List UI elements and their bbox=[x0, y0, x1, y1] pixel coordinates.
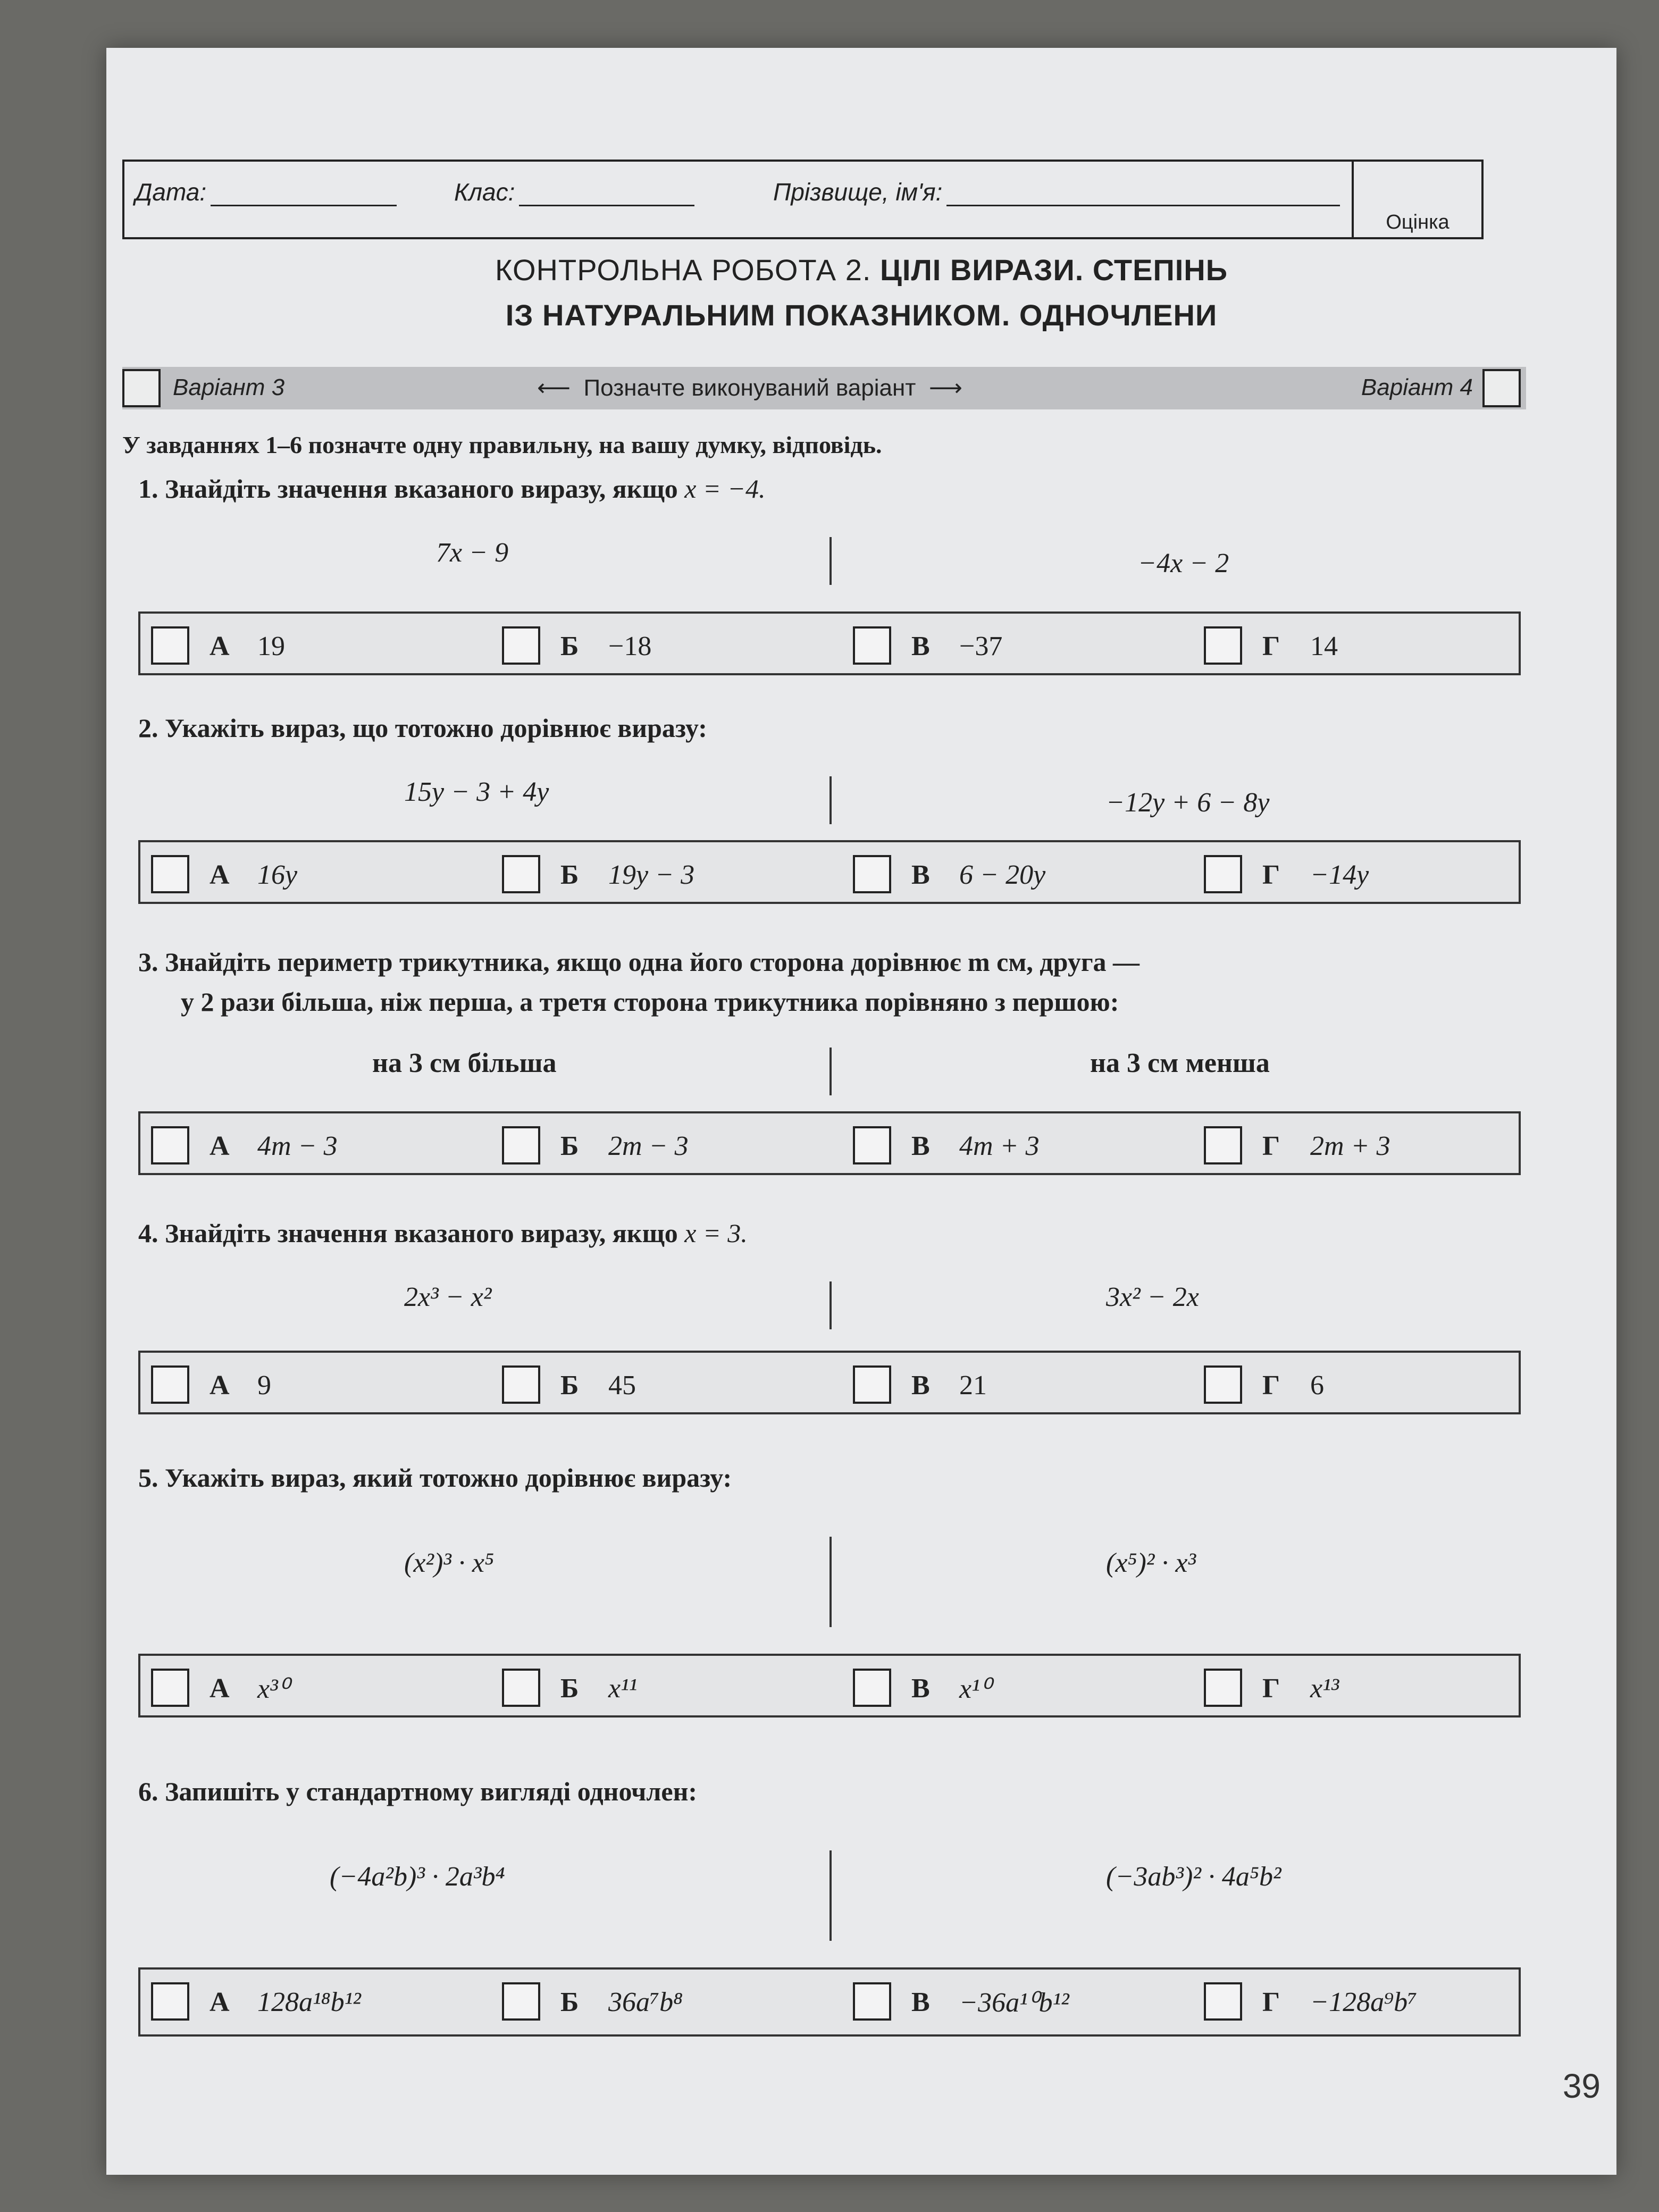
option-checkbox[interactable] bbox=[1204, 855, 1242, 893]
task-2-question bbox=[138, 713, 707, 743]
title-line-2: ІЗ НАТУРАЛЬНИМ ПОКАЗНИКОМ. ОДНОЧЛЕНИ bbox=[505, 298, 1218, 332]
option-checkbox[interactable] bbox=[1204, 626, 1242, 665]
option-value: 4m − 3 bbox=[257, 1131, 338, 1161]
option-checkbox[interactable] bbox=[502, 1126, 540, 1164]
variant-4-checkbox[interactable] bbox=[1482, 369, 1521, 407]
class-line[interactable] bbox=[519, 181, 694, 206]
task-number: 1. bbox=[138, 474, 158, 504]
option-value: x¹³ bbox=[1310, 1673, 1339, 1704]
option-value: 4m + 3 bbox=[959, 1131, 1040, 1161]
instructions: У завданнях 1–6 позначте одну правильну, на вашу думку, відповідь. bbox=[122, 431, 882, 458]
option-value: 2m + 3 bbox=[1310, 1131, 1390, 1161]
task-4-question bbox=[138, 1218, 748, 1249]
option-letter: Г bbox=[1262, 1131, 1280, 1161]
option-letter: В bbox=[911, 631, 930, 661]
option-letter: А bbox=[210, 1131, 230, 1161]
option-letter: А bbox=[210, 1673, 230, 1704]
title-line-1 bbox=[106, 253, 1616, 287]
task-5-right-expr: (x⁵)² · x³ bbox=[1106, 1548, 1196, 1578]
task-2-options bbox=[138, 840, 1521, 904]
task-number: 3. bbox=[138, 947, 158, 977]
option-checkbox[interactable] bbox=[1204, 1365, 1242, 1404]
option-value: 16y bbox=[257, 860, 298, 890]
task-text: Знайдіть значення вказаного виразу, якщо bbox=[165, 474, 678, 504]
task-4-left-expr: 2x³ − x² bbox=[404, 1282, 492, 1312]
option-checkbox[interactable] bbox=[151, 1669, 189, 1707]
option-checkbox[interactable] bbox=[151, 626, 189, 665]
option-value: 9 bbox=[257, 1370, 271, 1401]
variant-instruction-text: Позначте виконуваний варіант bbox=[583, 375, 916, 401]
option-letter: В bbox=[911, 860, 930, 890]
task-6-divider bbox=[830, 1850, 832, 1941]
name-field[interactable] bbox=[773, 178, 1340, 206]
task-3-question-cont bbox=[181, 986, 1119, 1017]
option-value: x¹¹ bbox=[608, 1673, 638, 1704]
option-checkbox[interactable] bbox=[853, 1365, 891, 1404]
variant-4-label: Варіант 4 bbox=[1361, 374, 1473, 400]
option-checkbox[interactable] bbox=[151, 1982, 189, 2021]
variant-3-checkbox[interactable] bbox=[122, 369, 161, 407]
grade-box[interactable] bbox=[1352, 162, 1481, 237]
task-number: 2. bbox=[138, 713, 158, 743]
task-number: 4. bbox=[138, 1218, 158, 1248]
option-letter: В bbox=[911, 1370, 930, 1401]
task-3-question bbox=[138, 946, 1139, 977]
task-6-options bbox=[138, 1967, 1521, 2037]
option-value: 2m − 3 bbox=[608, 1131, 689, 1161]
option-checkbox[interactable] bbox=[502, 626, 540, 665]
option-value: 36a⁷b⁸ bbox=[608, 1987, 683, 2017]
task-5-question bbox=[138, 1462, 732, 1493]
class-label: Клас: bbox=[454, 178, 515, 206]
grade-label: Оцінка bbox=[1386, 211, 1449, 233]
option-letter: А bbox=[210, 860, 230, 890]
option-letter: Б bbox=[560, 631, 579, 661]
option-value: x¹⁰ bbox=[959, 1674, 991, 1704]
option-letter: Г bbox=[1262, 1673, 1280, 1704]
task-6-question bbox=[138, 1776, 697, 1807]
header-fields bbox=[124, 162, 1354, 237]
task-1-options bbox=[138, 611, 1521, 675]
option-letter: А bbox=[210, 1987, 230, 2017]
option-value: 21 bbox=[959, 1370, 987, 1401]
task-text: Укажіть вираз, який тотожно дорівнює виразу: bbox=[165, 1463, 732, 1493]
task-2-left-expr: 15y − 3 + 4y bbox=[404, 777, 549, 807]
task-4-divider bbox=[830, 1281, 832, 1329]
option-checkbox[interactable] bbox=[853, 1669, 891, 1707]
option-letter: Г bbox=[1262, 631, 1280, 661]
task-1-left-expr: 7x − 9 bbox=[436, 538, 509, 568]
option-checkbox[interactable] bbox=[502, 1669, 540, 1707]
task-6-right-expr: (−3ab³)² · 4a⁵b² bbox=[1106, 1862, 1281, 1892]
class-field[interactable] bbox=[454, 178, 694, 206]
option-letter: В bbox=[911, 1131, 930, 1161]
variant-3-label: Варіант 3 bbox=[173, 374, 285, 400]
task-4-options bbox=[138, 1351, 1521, 1414]
option-letter: Б bbox=[560, 1987, 579, 2017]
option-letter: Г bbox=[1262, 860, 1280, 890]
option-letter: Г bbox=[1262, 1987, 1280, 2017]
task-4-right-expr: 3x² − 2x bbox=[1106, 1282, 1199, 1312]
option-checkbox[interactable] bbox=[502, 1982, 540, 2021]
option-value: 19 bbox=[257, 631, 285, 661]
task-1-right-expr: −4x − 2 bbox=[1138, 548, 1229, 579]
option-checkbox[interactable] bbox=[502, 855, 540, 893]
option-value: 6 bbox=[1310, 1370, 1324, 1401]
task-6-left-expr: (−4a²b)³ · 2a³b⁴ bbox=[330, 1862, 505, 1892]
task-5-left-expr: (x²)³ · x⁵ bbox=[404, 1548, 495, 1578]
option-value: x³⁰ bbox=[257, 1674, 289, 1704]
option-value: −128a⁹b⁷ bbox=[1310, 1987, 1418, 2017]
task-condition: x = 3. bbox=[684, 1218, 748, 1248]
option-checkbox[interactable] bbox=[151, 1365, 189, 1404]
task-text: Знайдіть значення вказаного виразу, якщо bbox=[165, 1218, 678, 1248]
header-form bbox=[122, 160, 1484, 239]
option-checkbox[interactable] bbox=[151, 855, 189, 893]
arrow-right-icon: ⟶ bbox=[916, 375, 962, 401]
date-field[interactable] bbox=[135, 178, 397, 206]
option-checkbox[interactable] bbox=[853, 1126, 891, 1164]
option-checkbox[interactable] bbox=[853, 626, 891, 665]
option-letter: В bbox=[911, 1673, 930, 1704]
option-checkbox[interactable] bbox=[1204, 1982, 1242, 2021]
worksheet-page bbox=[106, 48, 1616, 2175]
page-number: 39 bbox=[1562, 2067, 1601, 2105]
task-2-right-expr: −12y + 6 − 8y bbox=[1106, 787, 1270, 818]
option-letter: Б bbox=[560, 1673, 579, 1704]
task-number: 5. bbox=[138, 1463, 158, 1493]
option-letter: Б bbox=[560, 1370, 579, 1401]
option-value: −14y bbox=[1310, 860, 1369, 890]
option-checkbox[interactable] bbox=[853, 855, 891, 893]
option-letter: В bbox=[911, 1987, 930, 2017]
name-label: Прізвище, ім'я: bbox=[773, 178, 943, 206]
option-value: 19y − 3 bbox=[608, 860, 695, 890]
option-checkbox[interactable] bbox=[853, 1982, 891, 2021]
date-line[interactable] bbox=[211, 181, 397, 206]
variant-instruction bbox=[537, 374, 962, 401]
arrow-left-icon: ⟵ bbox=[537, 375, 584, 401]
title-plain: КОНТРОЛЬНА РОБОТА 2. bbox=[495, 253, 872, 287]
option-letter: Б bbox=[560, 860, 579, 890]
task-number: 6. bbox=[138, 1777, 158, 1806]
option-checkbox[interactable] bbox=[1204, 1669, 1242, 1707]
option-checkbox[interactable] bbox=[502, 1365, 540, 1404]
task-text-line-2: у 2 рази більша, ніж перша, а третя сторона трикутника порівняно з першою: bbox=[181, 987, 1119, 1017]
option-value: 45 bbox=[608, 1370, 636, 1401]
task-3-left-expr: на 3 см більша bbox=[372, 1048, 557, 1078]
task-text-line-1: Знайдіть периметр трикутника, якщо одна його сторона дорівнює m см, друга — bbox=[165, 947, 1140, 977]
task-5-divider bbox=[830, 1537, 832, 1627]
title-bold-1: ЦІЛІ ВИРАЗИ. СТЕПІНЬ bbox=[879, 253, 1228, 287]
option-letter: Б bbox=[560, 1131, 579, 1161]
option-value: −37 bbox=[959, 631, 1003, 661]
name-line[interactable] bbox=[946, 181, 1340, 206]
option-value: −18 bbox=[608, 631, 652, 661]
task-text: Запишіть у стандартному вигляді одночлен: bbox=[165, 1777, 698, 1806]
option-value: 6 − 20y bbox=[959, 860, 1046, 890]
task-condition: x = −4. bbox=[684, 474, 766, 504]
task-3-options bbox=[138, 1111, 1521, 1175]
option-letter: А bbox=[210, 1370, 230, 1401]
task-1-divider bbox=[830, 537, 832, 585]
task-3-right-expr: на 3 см менша bbox=[1090, 1048, 1270, 1078]
option-value: −36a¹⁰b¹² bbox=[959, 1988, 1069, 2018]
option-value: 14 bbox=[1310, 631, 1338, 661]
task-3-divider bbox=[830, 1048, 832, 1095]
date-label: Дата: bbox=[135, 178, 207, 206]
variant-bar bbox=[122, 367, 1526, 409]
option-checkbox[interactable] bbox=[151, 1126, 189, 1164]
option-checkbox[interactable] bbox=[1204, 1126, 1242, 1164]
task-2-divider bbox=[830, 776, 832, 824]
task-5-options bbox=[138, 1654, 1521, 1717]
task-1-question bbox=[138, 473, 765, 504]
option-letter: А bbox=[210, 631, 230, 661]
task-text: Укажіть вираз, що тотожно дорівнює виразу: bbox=[165, 713, 707, 743]
option-letter: Г bbox=[1262, 1370, 1280, 1401]
option-value: 128a¹⁸b¹² bbox=[257, 1987, 361, 2017]
